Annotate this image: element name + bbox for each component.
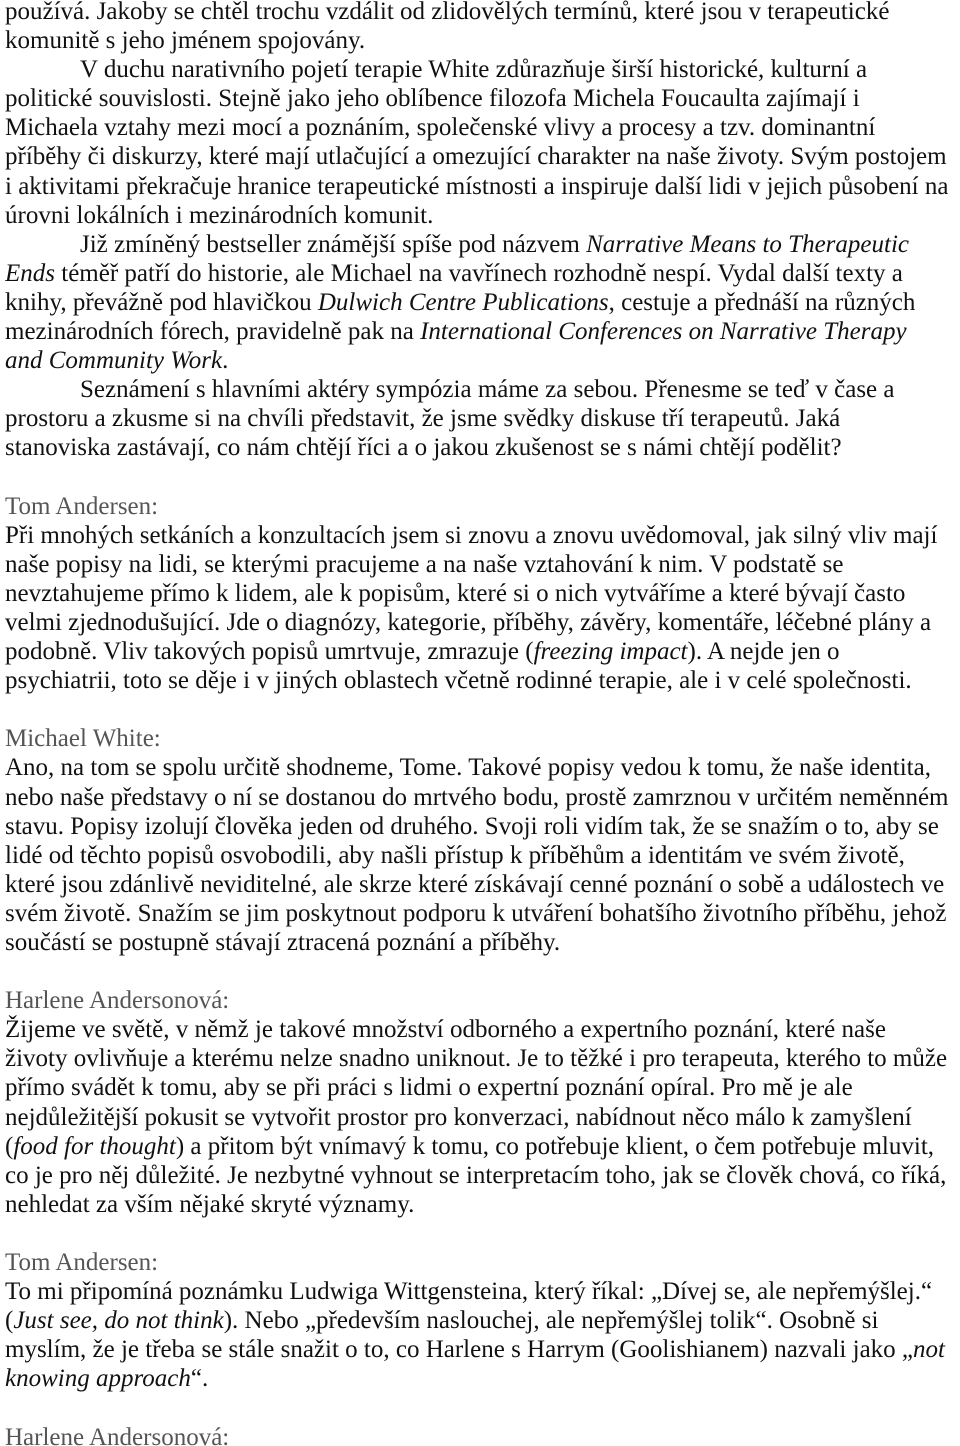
text-line xyxy=(5,433,957,462)
italic-text: Ends xyxy=(5,259,55,287)
text-line xyxy=(5,1161,957,1190)
dialogue-turn xyxy=(5,1423,957,1446)
text-line xyxy=(5,841,957,870)
text-line xyxy=(5,172,957,201)
speaker-name: Tom Andersen: xyxy=(5,492,159,520)
text-run: Již zmíněný bestseller známější spíše pod názvem xyxy=(80,230,587,258)
text-run: nejdůležitější pokusit se vytvořit prostor pro konverzaci, nabídnout něco málo k zamyšlení xyxy=(5,1103,912,1131)
italic-text: and Community Work xyxy=(5,347,223,375)
text-line xyxy=(5,899,957,928)
text-line xyxy=(5,550,957,579)
text-line xyxy=(5,1103,957,1132)
text-run: součástí se postupně stávají ztracená poznání a příběhy. xyxy=(5,929,561,956)
text-run: ( xyxy=(5,1307,14,1335)
text-run: nevztahujeme přímo k lidem, ale k popisům, které si o nich vytváříme a které bývají často xyxy=(5,579,906,607)
text-run: “. xyxy=(190,1365,209,1393)
dialogue-section xyxy=(5,492,957,1446)
text-run: Při mnohých setkáních a konzultacích jsem si znovu a znovu uvědomoval, jak silný vliv mají xyxy=(5,521,938,549)
text-run: V duchu narativního pojetí terapie White zdůrazňuje širší historické, kulturní a xyxy=(80,56,868,84)
text-line xyxy=(5,1335,957,1364)
text-line xyxy=(5,928,957,957)
text-line xyxy=(5,579,957,608)
text-line xyxy=(5,1073,957,1102)
paragraph xyxy=(5,375,957,462)
text-line xyxy=(5,201,957,230)
text-run: knihy, převážně pod hlavičkou xyxy=(5,288,318,316)
text-run: životy ovlivňuje a kterému nelze snadno uniknout. Je to těžké i pro terapeuta, kterého to může xyxy=(5,1045,948,1073)
text-run: ) a přitom být vnímavý k tomu, co potřebuje klient, o čem potřebuje mluvit, xyxy=(175,1132,935,1160)
italic-text: freezing impact xyxy=(533,638,688,666)
text-line xyxy=(5,317,957,346)
italic-text: Dulwich Centre Publications xyxy=(317,288,609,316)
speaker-name: Tom Andersen: xyxy=(5,1249,159,1277)
text-run: stanoviska zastávají, co nám chtějí říci a o jakou zkušenost se s námi chtějí podělit? xyxy=(5,434,842,462)
italic-text: Just see, do not think xyxy=(13,1307,224,1335)
text-run: svém životě. Snažím se jim poskytnout podporu k utváření bohatšího životního příběhu, jehož xyxy=(5,899,947,927)
text-line xyxy=(5,142,957,171)
intro-section xyxy=(5,0,957,463)
text-line xyxy=(5,55,957,84)
text-line xyxy=(5,26,957,55)
speaker-name: Harlene Andersonová: xyxy=(5,987,230,1015)
paragraph xyxy=(5,55,957,230)
paragraph xyxy=(5,230,957,375)
text-run: úrovni lokálních i mezinárodních komunit. xyxy=(5,201,434,229)
text-run: Žijeme ve světě, v němž je takové množství odborného a expertního poznání, které naše xyxy=(5,1016,886,1044)
text-line xyxy=(5,1015,957,1044)
text-line xyxy=(5,84,957,113)
italic-text: not xyxy=(913,1336,945,1364)
text-line xyxy=(5,666,957,695)
text-run: komunitě s jeho jménem spojovány. xyxy=(5,27,366,55)
document-body xyxy=(5,0,957,1446)
text-line xyxy=(5,1190,957,1219)
text-line xyxy=(5,1044,957,1073)
text-line xyxy=(5,404,957,433)
text-run: přímo svádět k tomu, aby se při práci s lidmi o expertní poznání opíral. Pro mě je ale xyxy=(5,1074,853,1102)
text-line xyxy=(5,783,957,812)
text-run: politické souvislosti. Stejně jako jeho oblíbence filozofa Michela Foucaulta zajímají i xyxy=(5,85,860,113)
text-line xyxy=(5,812,957,841)
text-line xyxy=(5,288,957,317)
text-run: mezinárodních fórech, pravidelně pak na xyxy=(5,318,421,346)
speaker-name: Harlene Andersonová: xyxy=(5,1423,230,1446)
text-line xyxy=(5,230,957,259)
text-run: ( xyxy=(5,1132,14,1160)
dialogue-turn xyxy=(5,492,957,696)
text-line xyxy=(5,1132,957,1161)
text-line xyxy=(5,870,957,899)
text-run: ). Nebo „především naslouchej, ale nepřemýšlej tolik“. Osobně si xyxy=(223,1307,879,1335)
text-run: téměř patří do historie, ale Michael na vavřínech rozhodně nespí. Vydal další texty a xyxy=(55,259,903,287)
text-run: Michaela vztahy mezi mocí a poznáním, společenské vlivy a procesy a tzv. dominantní xyxy=(5,114,876,142)
text-run: , cestuje a přednáší na různých xyxy=(608,288,916,316)
text-run: i aktivitami překračuje hranice terapeutické místnosti a inspiruje další lidi v jejich působení na xyxy=(5,172,949,200)
text-run: Ano, na tom se spolu určitě shodneme, Tome. Takové popisy vedou k tomu, že naše identita, xyxy=(5,754,931,782)
text-line xyxy=(5,259,957,288)
text-run: lidé od těchto popisů osvobodili, aby našli přístup k příběhům a identitám ve svém životě, xyxy=(5,841,905,869)
text-run: ). A nejde jen o xyxy=(687,638,840,666)
text-line xyxy=(5,521,957,550)
italic-text: knowing approach xyxy=(5,1365,191,1393)
text-run: podobně. Vliv takových popisů umrtvuje, zmrazuje ( xyxy=(5,638,534,666)
continued-paragraph xyxy=(5,0,957,55)
text-line xyxy=(5,637,957,666)
text-run: prostoru a zkusme si na chvíli představit, že jsme svědky diskuse tří terapeutů. Jaká xyxy=(5,405,841,433)
dialogue-turn xyxy=(5,986,957,1219)
text-run: Seznámení s hlavními aktéry sympózia máme za sebou. Přenesme se teď v čase a xyxy=(80,376,895,404)
italic-text: food for thought xyxy=(13,1132,176,1160)
text-run: co je pro něj důležité. Je nezbytné vyhnout se interpretacím toho, jak se člověk chová, co říká, xyxy=(5,1161,947,1189)
text-run: které jsou zdánlivě neviditelné, ale skrze které získávají cenné poznání o sobě a událostech ve xyxy=(5,870,945,898)
text-run: stavu. Popisy izolují člověka jeden od druhého. Svoji roli vidím tak, že se snažím o to, aby se xyxy=(5,812,939,840)
speaker-name: Michael White: xyxy=(5,725,161,753)
dialogue-turn xyxy=(5,724,957,957)
text-run: . xyxy=(222,347,229,375)
text-line xyxy=(5,1364,957,1393)
italic-text: Narrative Means to Therapeutic xyxy=(586,230,909,258)
text-run: používá. Jakoby se chtěl trochu vzdálit od zlidovělých termínů, které jsou v terapeutické xyxy=(5,0,890,25)
text-run: příběhy či diskurzy, které mají utlačující a omezující charakter na naše životy. Svým postojem xyxy=(5,143,947,171)
text-run: velmi zjednodušující. Jde o diagnózy, kategorie, příběhy, závěry, komentáře, léčebné plány a xyxy=(5,608,932,636)
text-line xyxy=(5,1306,957,1335)
text-run: nehledat za vším nějaké skryté významy. xyxy=(5,1190,415,1218)
text-run: naše popisy na lidi, se kterými pracujeme a na naše vztahování k nim. V podstatě se xyxy=(5,550,844,578)
dialogue-turn xyxy=(5,1248,957,1393)
text-line xyxy=(5,113,957,142)
text-line xyxy=(5,0,957,26)
text-line xyxy=(5,608,957,637)
text-run: nebo naše představy o ní se dostanou do mrtvého bodu, prostě zamrznou v určitém neměnném xyxy=(5,783,949,811)
text-line xyxy=(5,753,957,782)
text-run: To mi připomíná poznámku Ludwiga Wittgensteina, který říkal: „Dívej se, ale nepřemýšlej.“ xyxy=(5,1278,933,1306)
text-run: myslím, že je třeba se stále snažit o to, co Harlene s Harrym (Goolishianem) nazvali jako „ xyxy=(5,1336,914,1364)
text-run: psychiatrii, toto se děje i v jiných oblastech včetně rodinné terapie, ale i v celé společnosti. xyxy=(5,667,912,695)
italic-text: International Conferences on Narrative Therapy xyxy=(420,318,907,346)
text-line xyxy=(5,346,957,375)
text-line xyxy=(5,1277,957,1306)
text-line xyxy=(5,375,957,404)
